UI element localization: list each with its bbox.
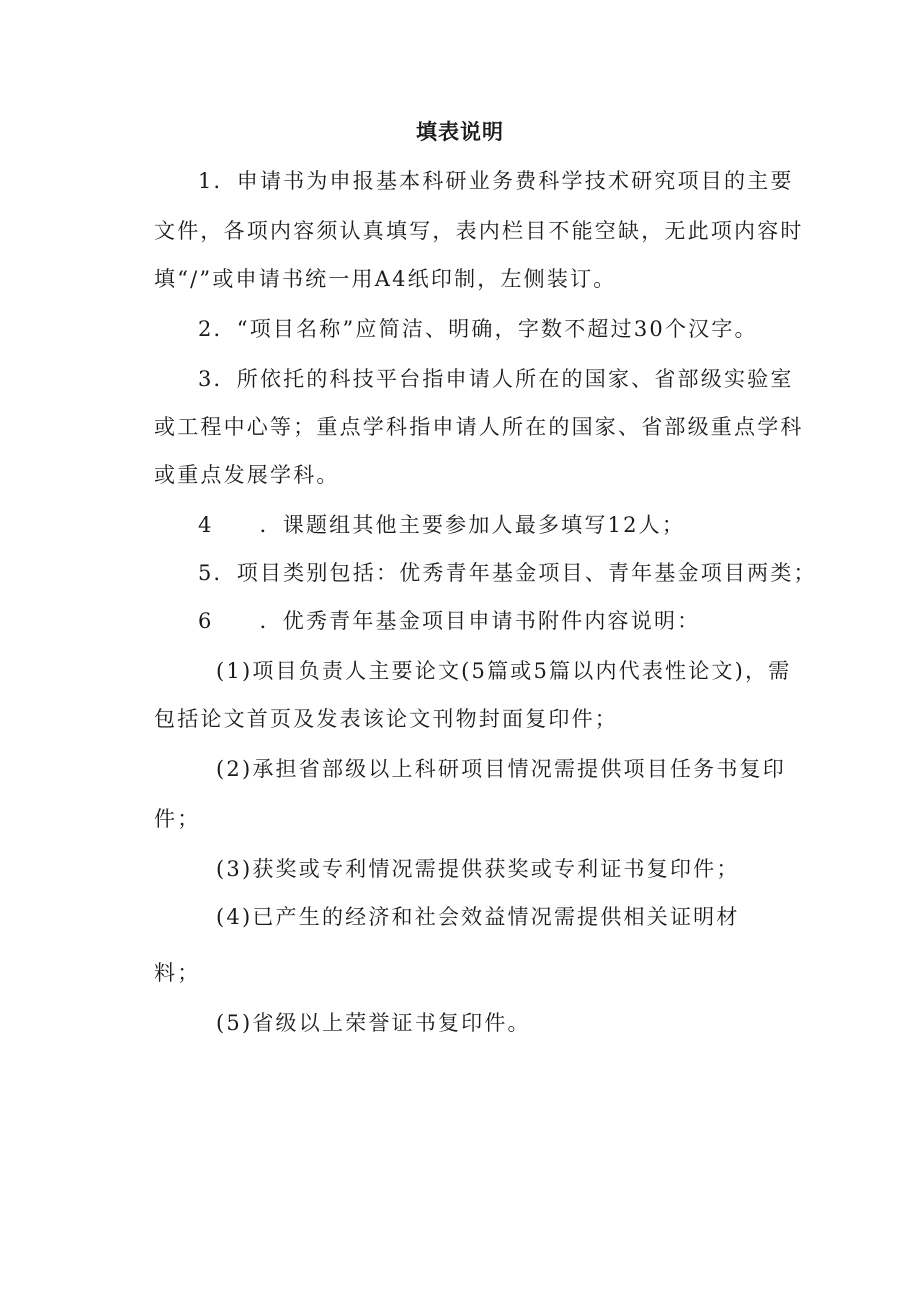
item-4-text: ．课题组其他主要参加人最多填写12人；: [259, 513, 686, 537]
item-4-line: [198, 510, 685, 540]
item-3-line-2: 或工程中心等；重点学科指申请人所在的国家、省部级重点学科: [154, 415, 804, 439]
item-6-line: [198, 606, 700, 636]
sub-item-4-line-2: 料；: [154, 961, 201, 985]
sub-item-2-line-2: 件；: [154, 807, 201, 831]
sub-item-1-line-2: 包括论文首页及发表该论文刊物封面复印件；: [154, 707, 618, 731]
item-5-line: 5．项目类别包括：优秀青年基金项目、青年基金项目两类；: [198, 561, 817, 585]
item-2-line-1: 2．“项目名称”应简洁、明确，字数不超过30个汉字。: [198, 317, 758, 341]
sub-item-3-line: (3)获奖或专利情况需提供获奖或专利证书复印件；: [216, 857, 740, 881]
item-6-text: ．优秀青年基金项目申请书附件内容说明：: [259, 609, 701, 633]
item-1-line-3: 填“/”或申请书统一用A4纸印制，左侧装订。: [154, 267, 617, 291]
sub-item-4-line-1: (4)已产生的经济和社会效益情况需提供相关证明材: [216, 905, 740, 929]
item-1-line-2: 文件，各项内容须认真填写，表内栏目不能空缺，无此项内容时: [154, 219, 804, 243]
item-1-line-1: 1．申请书为申报基本科研业务费科学技术研究项目的主要: [198, 169, 794, 193]
item-4-number: 4: [198, 513, 214, 537]
item-3-line-3: 或重点发展学科。: [154, 463, 340, 487]
sub-item-2-line-1: (2)承担省部级以上科研项目情况需提供项目任务书复印: [216, 757, 786, 781]
item-6-number: 6: [198, 609, 214, 633]
sub-item-1-line-1: (1)项目负责人主要论文(5篇或5篇以内代表性论文)，需: [216, 659, 792, 683]
sub-item-5-line: (5)省级以上荣誉证书复印件。: [216, 1011, 531, 1035]
page-title: 填表说明: [416, 120, 504, 144]
item-3-line-1: 3．所依托的科技平台指申请人所在的国家、省部级实验室: [198, 367, 794, 391]
